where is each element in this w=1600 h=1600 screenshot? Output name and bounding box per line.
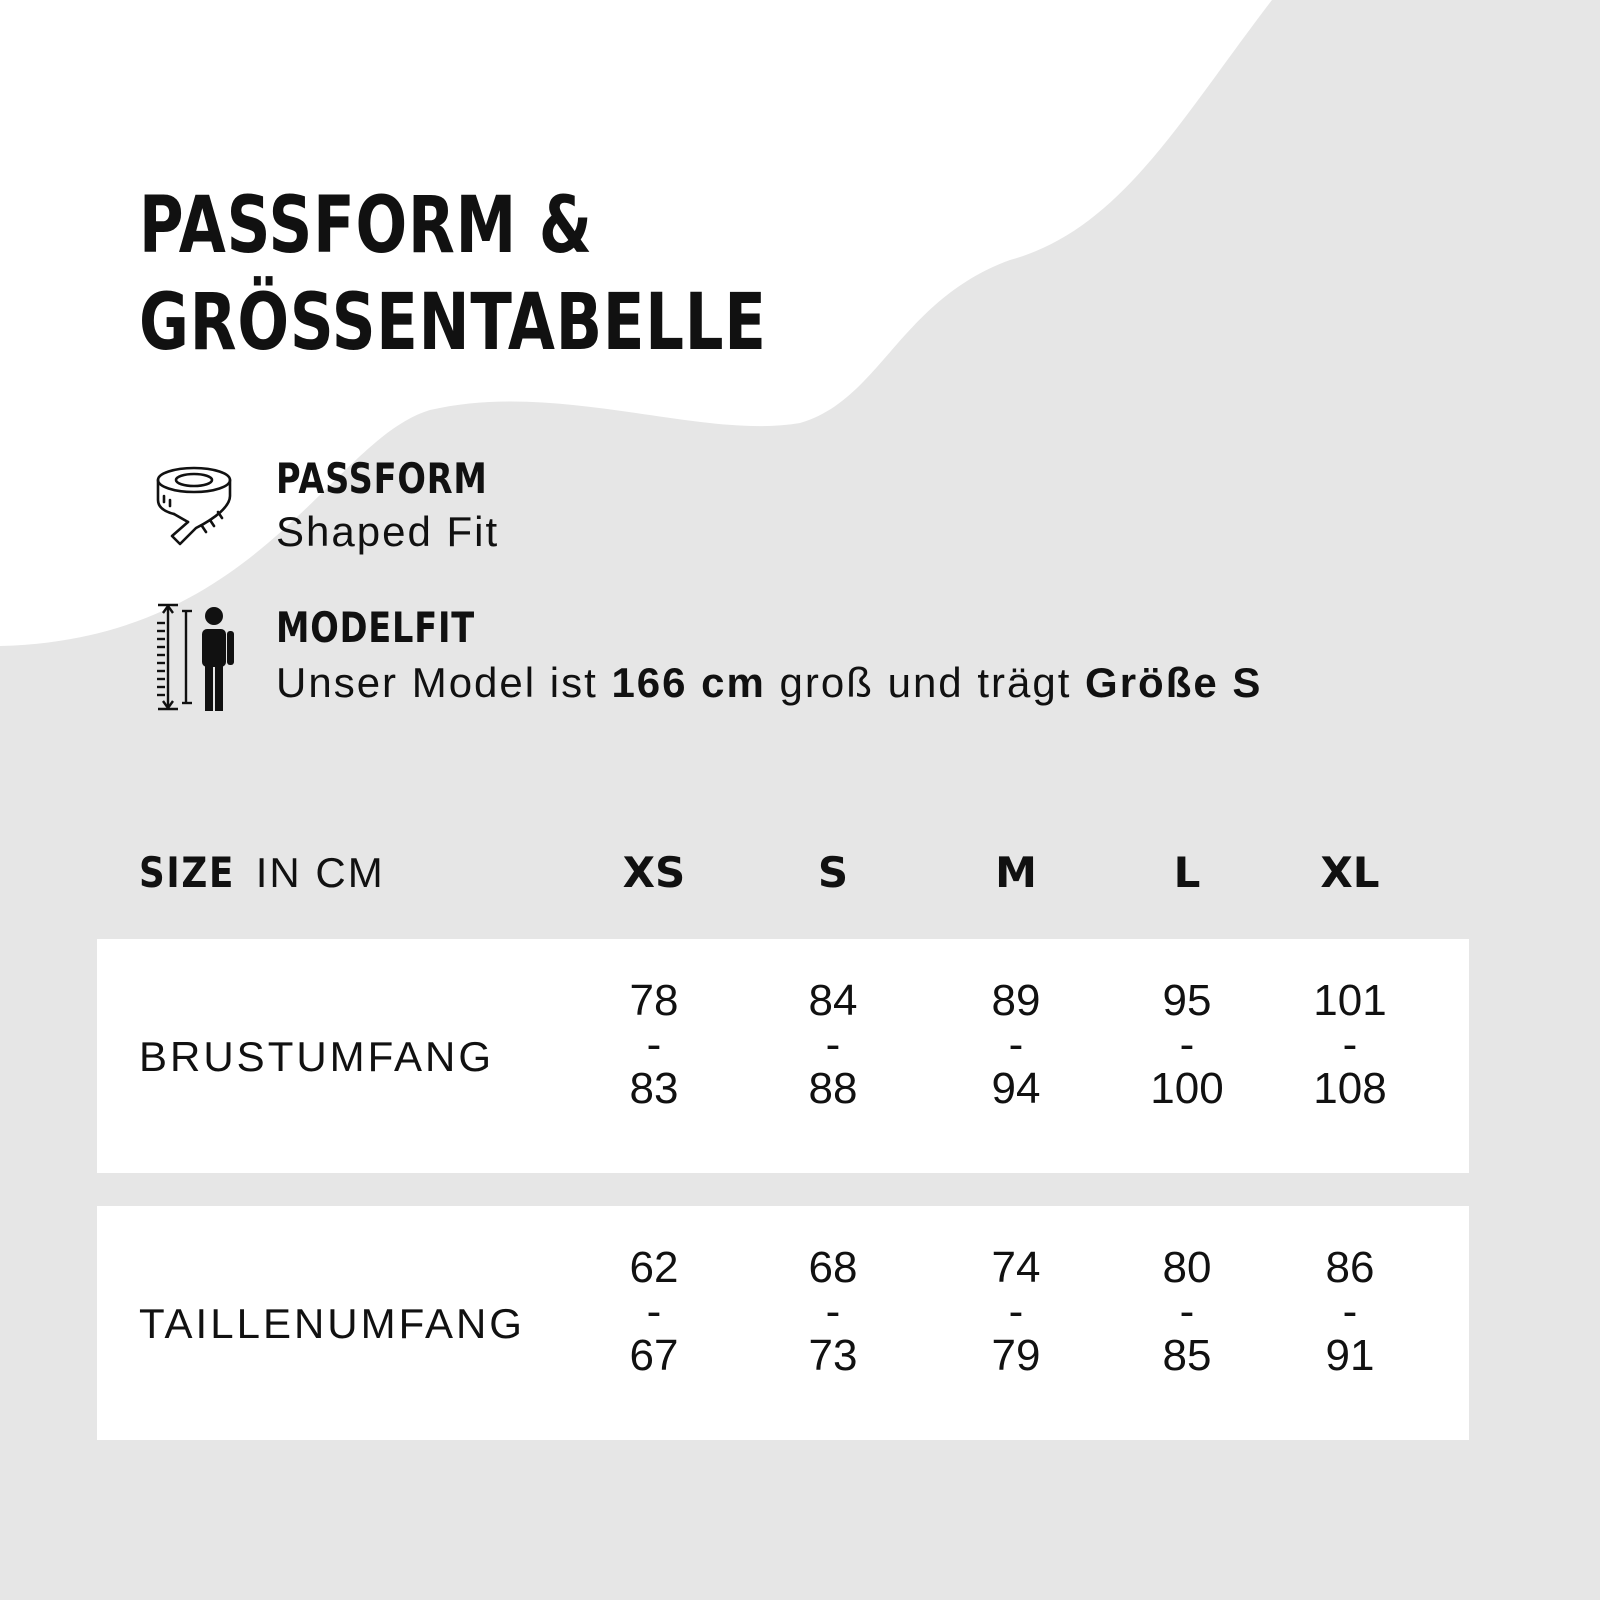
cell-to: 83 [629,1064,679,1113]
table-cell [574,1243,734,1380]
table-cell [936,976,1096,1113]
cell-to: 91 [1325,1331,1375,1380]
modelfit-text-middle: groß und trägt [765,659,1086,706]
cell-to: 108 [1313,1064,1387,1113]
size-table-header [0,845,1600,905]
cell-separator: - [1008,1020,1024,1069]
cell-to: 73 [808,1331,858,1380]
cell-from: 74 [991,1243,1041,1292]
cell-from: 62 [629,1243,679,1292]
size-label-s: S [817,848,849,897]
cell-to: 94 [991,1064,1041,1113]
cell-from: 101 [1313,976,1387,1025]
size-table-row [97,939,1469,1173]
table-cell [1107,1243,1267,1380]
size-table-row [97,1206,1469,1440]
modelfit-text [276,659,1262,707]
cell-from: 89 [991,976,1041,1025]
cell-from: 86 [1325,1243,1375,1292]
cell-separator: - [646,1020,662,1069]
page-title-line-2: GRÖSSENTABELLE [139,278,767,368]
size-caption-unit: IN CM [242,849,385,896]
row-label-waist: TAILLENUMFANG [139,1300,525,1347]
person-height-icon [156,603,238,711]
modelfit-text-before: Unser Model ist [276,659,612,706]
cell-separator: - [646,1287,662,1336]
table-cell [753,976,913,1113]
cell-separator: - [825,1020,841,1069]
cell-to: 100 [1150,1064,1224,1113]
cell-from: 80 [1162,1243,1212,1292]
size-caption-bold: SIZE [139,848,236,897]
cell-separator: - [1342,1287,1358,1336]
cell-separator: - [1008,1287,1024,1336]
cell-to: 85 [1162,1331,1212,1380]
row-label-chest: BRUSTUMFANG [139,1033,495,1080]
fit-value: Shaped Fit [276,508,500,555]
model-height: 166 cm [611,659,766,706]
cell-separator: - [1179,1287,1195,1336]
table-cell [1270,1243,1430,1380]
size-label-l: L [1173,848,1201,897]
cell-from: 84 [808,976,858,1025]
fit-heading: PASSFORM [276,454,488,503]
cell-to: 88 [808,1064,858,1113]
size-label-m: M [995,848,1037,897]
size-caption [139,845,385,901]
size-label-xl: XL [1320,848,1380,897]
size-label-xs: XS [622,848,686,897]
table-cell [574,976,734,1113]
cell-to: 79 [991,1331,1041,1380]
cell-to: 67 [629,1331,679,1380]
table-cell [753,1243,913,1380]
page-title-line-1: PASSFORM & [139,181,593,271]
table-cell [936,1243,1096,1380]
measuring-tape-icon [156,466,236,550]
cell-from: 95 [1162,976,1212,1025]
cell-from: 68 [808,1243,858,1292]
modelfit-heading: MODELFIT [276,603,476,652]
cell-separator: - [1179,1020,1195,1069]
page-title [139,178,767,372]
cell-separator: - [825,1287,841,1336]
table-cell [1270,976,1430,1113]
model-size: Größe S [1085,659,1263,706]
table-cell [1107,976,1267,1113]
cell-separator: - [1342,1020,1358,1069]
cell-from: 78 [629,976,679,1025]
